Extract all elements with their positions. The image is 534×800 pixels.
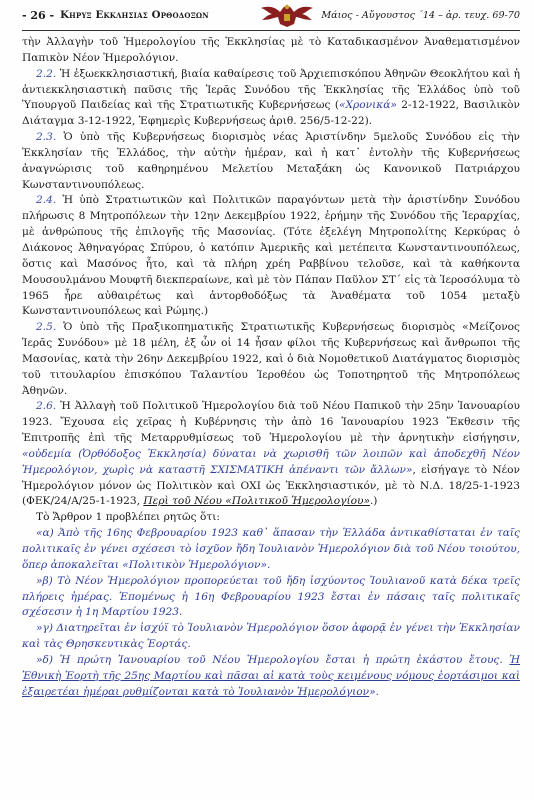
paragraph-2-4: 2.4. Ἡ ὑπὸ Στρατιωτικῶν καὶ Πολιτικῶν παραγόντων μετὰ τὴν ἀριστίνδην Συνόδου πλήρωσις 8 Μητροπόλεων τὴν 12ην Δεκεμβρίου 1922, ἐρήμην τῆς Συνόδου τῆς Ἱεραρχίας, μὲ ἀνθρώπους τῆς ἐπιλογῆς τῆς Μασονίας. (Τότε ἐξελέγη Μητροπολίτης Κερκύρας ὁ Διάκονος Ἀθηναγόρας Σπύρου, ὁ κατόπιν Ἀμερικῆς καὶ μετέπειτα Κωνσταντινουπόλεως, ὅστις καὶ Μασόνος ἦτο, καὶ τὰ πλήρη χρέη Ραββίνου τελοῦσε, καὶ τὰ καθήκοντα Μουσουλμάνου Μουφτῆ διεκπεραίωνε, καὶ μὲ τὸν Πάπαν Παῦλον ΣΤ΄ εἰς τὰ Ἱεροσόλυμα τὸ 1965 ἦρε αὐθαιρέτως καὶ ἀντορθοδόξως τὰ Ἀναθέματα τοῦ 1054 μεταξὺ Κωνσταντινουπόλεως καὶ Ρώμης.) — [22, 194, 520, 318]
paragraph-2-6: 2.6. Ἡ Ἀλλαγὴ τοῦ Πολιτικοῦ Ἡμερολογίου διὰ τοῦ Νέου Παπικοῦ τὴν 25ην Ἰανουαρίου 1923. Ἔχουσα εἰς χεῖρας ἡ Κυβέρνησις τὴν ἀπὸ 16 Ἰανουαρίου 1923 Ἔκθεσιν τῆς Ἐπιτροπῆς ἐπὶ τῆς Μεταρρυθμίσεως τοῦ Ἡμερολογίου μὲ τὴν ἀρνητικὴν εἰσήγησιν, «οὐδεμία (Ὀρθόδοξος Ἐκκλησία) δύναται νὰ χωρισθῆ τῶν λοιπῶν καὶ ἀποδεχθῆ Νέον Ἡμερολόγιον, χωρὶς νὰ καταστῆ ΣΧΙΣΜΑΤΙΚΗ ἀπέναντι τῶν ἄλλων», εἰσήγαγε τὸ Νέον Ἡμερολόγιον μόνον ὡς Πολιτικὸν καὶ ΟΧΙ ὡς Ἐκκλησιαστικόν, μὲ τὸ Ν.Δ. 18/25-1-1923 (ΦΕΚ/24/Α/25-1-1923, Περὶ τοῦ Νέου «Πολιτικοῦ Ἡμερολογίου».) — [22, 400, 520, 508]
paragraph-2-2: 2.2. Ἡ ἐξωεκκλησιαστική, βιαία καθαίρεσις τοῦ Ἀρχιεπισκόπου Ἀθηνῶν Θεοκλήτου καὶ ἡ ἀντιεκκλησιαστικὴ παῦσις τῆς Ἱερᾶς Συνόδου τῆς Ἐκκλησίας τῆς Ἑλλάδος ὑπὸ τοῦ Ὑπουργοῦ Παιδείας καὶ τῆς Στρατιωτικῆς Κυβερνήσεως («Χρονικά» 2-12-1922, Βασιλικὸν Διάταγμα 3-12-1922, Ἐφημερὶς Κυβερνήσεως ἀριθ. 256/5-12-22). — [22, 67, 520, 128]
publication-title: Κηρυξ Εκκλησιας Ορθοδοξων — [60, 9, 209, 21]
source-title: «Χρονικά» — [339, 99, 397, 112]
section-number: 2.3. — [36, 131, 57, 144]
section-number: 2.6. — [36, 400, 57, 413]
header-rule — [22, 30, 520, 31]
paragraph-intro: τὴν Ἀλλαγὴν τοῦ Ἡμερολογίου τῆς Ἐκκλησίας μὲ τὸ Καταδικασμένον Ἀναθεματισμένον Παπικὸν Νέον Ἡμερολόγιον. — [22, 36, 520, 64]
section-number: 2.5. — [36, 321, 57, 334]
page-header — [22, 0, 520, 30]
national-holiday-clause: Ἡ Ἐθνικὴ Ἑορτὴ τῆς 25ης Μαρτίου καὶ πᾶσαι αἱ κατὰ τοὺς κειμένους νόμους ἑορτάσιμοι καὶ ἐξαιρετέαι ἡμέραι ρυθμίζονται κατὰ τὸ Ἰουλιανὸν Ἡμερολόγιον — [22, 653, 520, 698]
quote-clause-b: »β) Τὸ Νέον Ἡμερολόγιον προπορεύεται τοῦ ἤδη ἰσχύοντος Ἰουλιανοῦ κατὰ δέκα τρεῖς πλήρεις ἡμέρας. Ἐπομένως ἡ 16η Φεβρουαρίου 1923 ἔσται ἐν πάσαις ταῖς πολιτικαῖς σχέσεσιν ἡ 1η Μαρτίου 1923. — [22, 574, 520, 619]
quote-clause-c: »γ) Διατηρεῖται ἐν ἰσχύϊ τὸ Ἰουλιανὸν Ἡμερολόγιον ὅσον ἀφορᾷ ἐν γένει τὴν Ἐκκλησίαν καὶ τὰς Θρησκευτικὰς Ἑορτάς. — [22, 622, 520, 651]
paragraph-2-3: 2.3. Ὁ ὑπὸ τῆς Κυβερνήσεως διορισμὸς νέας Ἀριστίνδην 5μελοῦς Συνόδου εἰς τὴν Ἐκκλησίαν τῆς Ἑλλάδος, τὴν αὐτὴν ἡμέραν, καὶ ἡ κατ᾽ ἐντολὴν τῆς Κυβερνήσεως ἀναγνώρισις τοῦ καθηρημένου Μελετίου Μεταξάκη ὡς Κανονικοῦ Πατριάρχου Κωνσταντινουπόλεως. — [22, 131, 520, 191]
committee-quote: «οὐδεμία (Ὀρθόδοξος Ἐκκλησία) δύναται νὰ χωρισθῆ τῶν λοιπῶν καὶ ἀποδεχθῆ Νέον Ἡμερολόγιον, χωρὶς νὰ καταστῆ ΣΧΙΣΜΑΤΙΚΗ ἀπέναντι τῶν ἄλλων» — [22, 447, 520, 476]
article-body — [22, 35, 520, 700]
paragraph-article-1: Τὸ Ἄρθρον 1 προβλέπει ρητῶς ὅτι: — [36, 511, 220, 524]
issue-info: Μάιος - Αὔγουστος ΄14 – ἀρ. τευχ. 69-70 — [321, 9, 520, 21]
quote-clause-d: »δ) Ἡ πρώτη Ἰανουαρίου τοῦ Νέου Ἡμερολογίου ἔσται ἡ πρώτη ἑκάστου ἔτους. Ἡ Ἐθνικὴ Ἑορτὴ τῆς 25ης Μαρτίου καὶ πᾶσαι αἱ κατὰ τοὺς κειμένους νόμους ἑορτάσιμοι καὶ ἐξαιρετέαι ἡμέραι ρυθμίζονται κατὰ τὸ Ἰουλιανὸν Ἡμερολόγιον». — [22, 653, 520, 698]
page-number: - 26 - — [22, 8, 55, 22]
quote-clause-a: «α) Ἀπὸ τῆς 16ης Φεβρουαρίου 1923 καθ᾽ ἅπασαν τὴν Ἑλλάδα ἀντικαθίσταται ἐν ταῖς πολιτικαῖς ἐν γένει σχέσεσι τὸ ἰσχῦον ἤδη Ἰουλιανὸν Ἡμερολόγιον διὰ τοῦ Νέου τοιούτου, ὅπερ ἀποκαλεῖται «Πολιτικὸν Ἡμερολόγιον». — [22, 527, 520, 571]
double-headed-eagle-icon — [258, 2, 316, 28]
paragraph-2-5: 2.5. Ὁ ὑπὸ τῆς Πραξικοπηματικῆς Στρατιωτικῆς Κυβερνήσεως διορισμὸς «Μείζονος Ἱερᾶς Συνόδου» μὲ 18 μέλη, ἐξ ὧν οἱ 14 ἦσαν φίλοι τῆς Κυβερνήσεως καὶ ἄνθρωποι τῆς Μασονίας, κατὰ τὴν 26ην Δεκεμβρίου 1922, καὶ ὁ διὰ Νομοθετικοῦ Διατάγματος διορισμὸς τοῦ τιτουλαρίου ἐπισκόπου Ταλαντίου Ἱεροθέου ὡς Τοποτηρητοῦ τῆς Μητροπόλεως Ἀθηνῶν. — [22, 321, 520, 397]
section-number: 2.4. — [36, 194, 57, 207]
section-number: 2.2. — [36, 67, 57, 80]
decree-title: Περὶ τοῦ Νέου «Πολιτικοῦ Ἡμερολογίου» — [143, 495, 370, 508]
